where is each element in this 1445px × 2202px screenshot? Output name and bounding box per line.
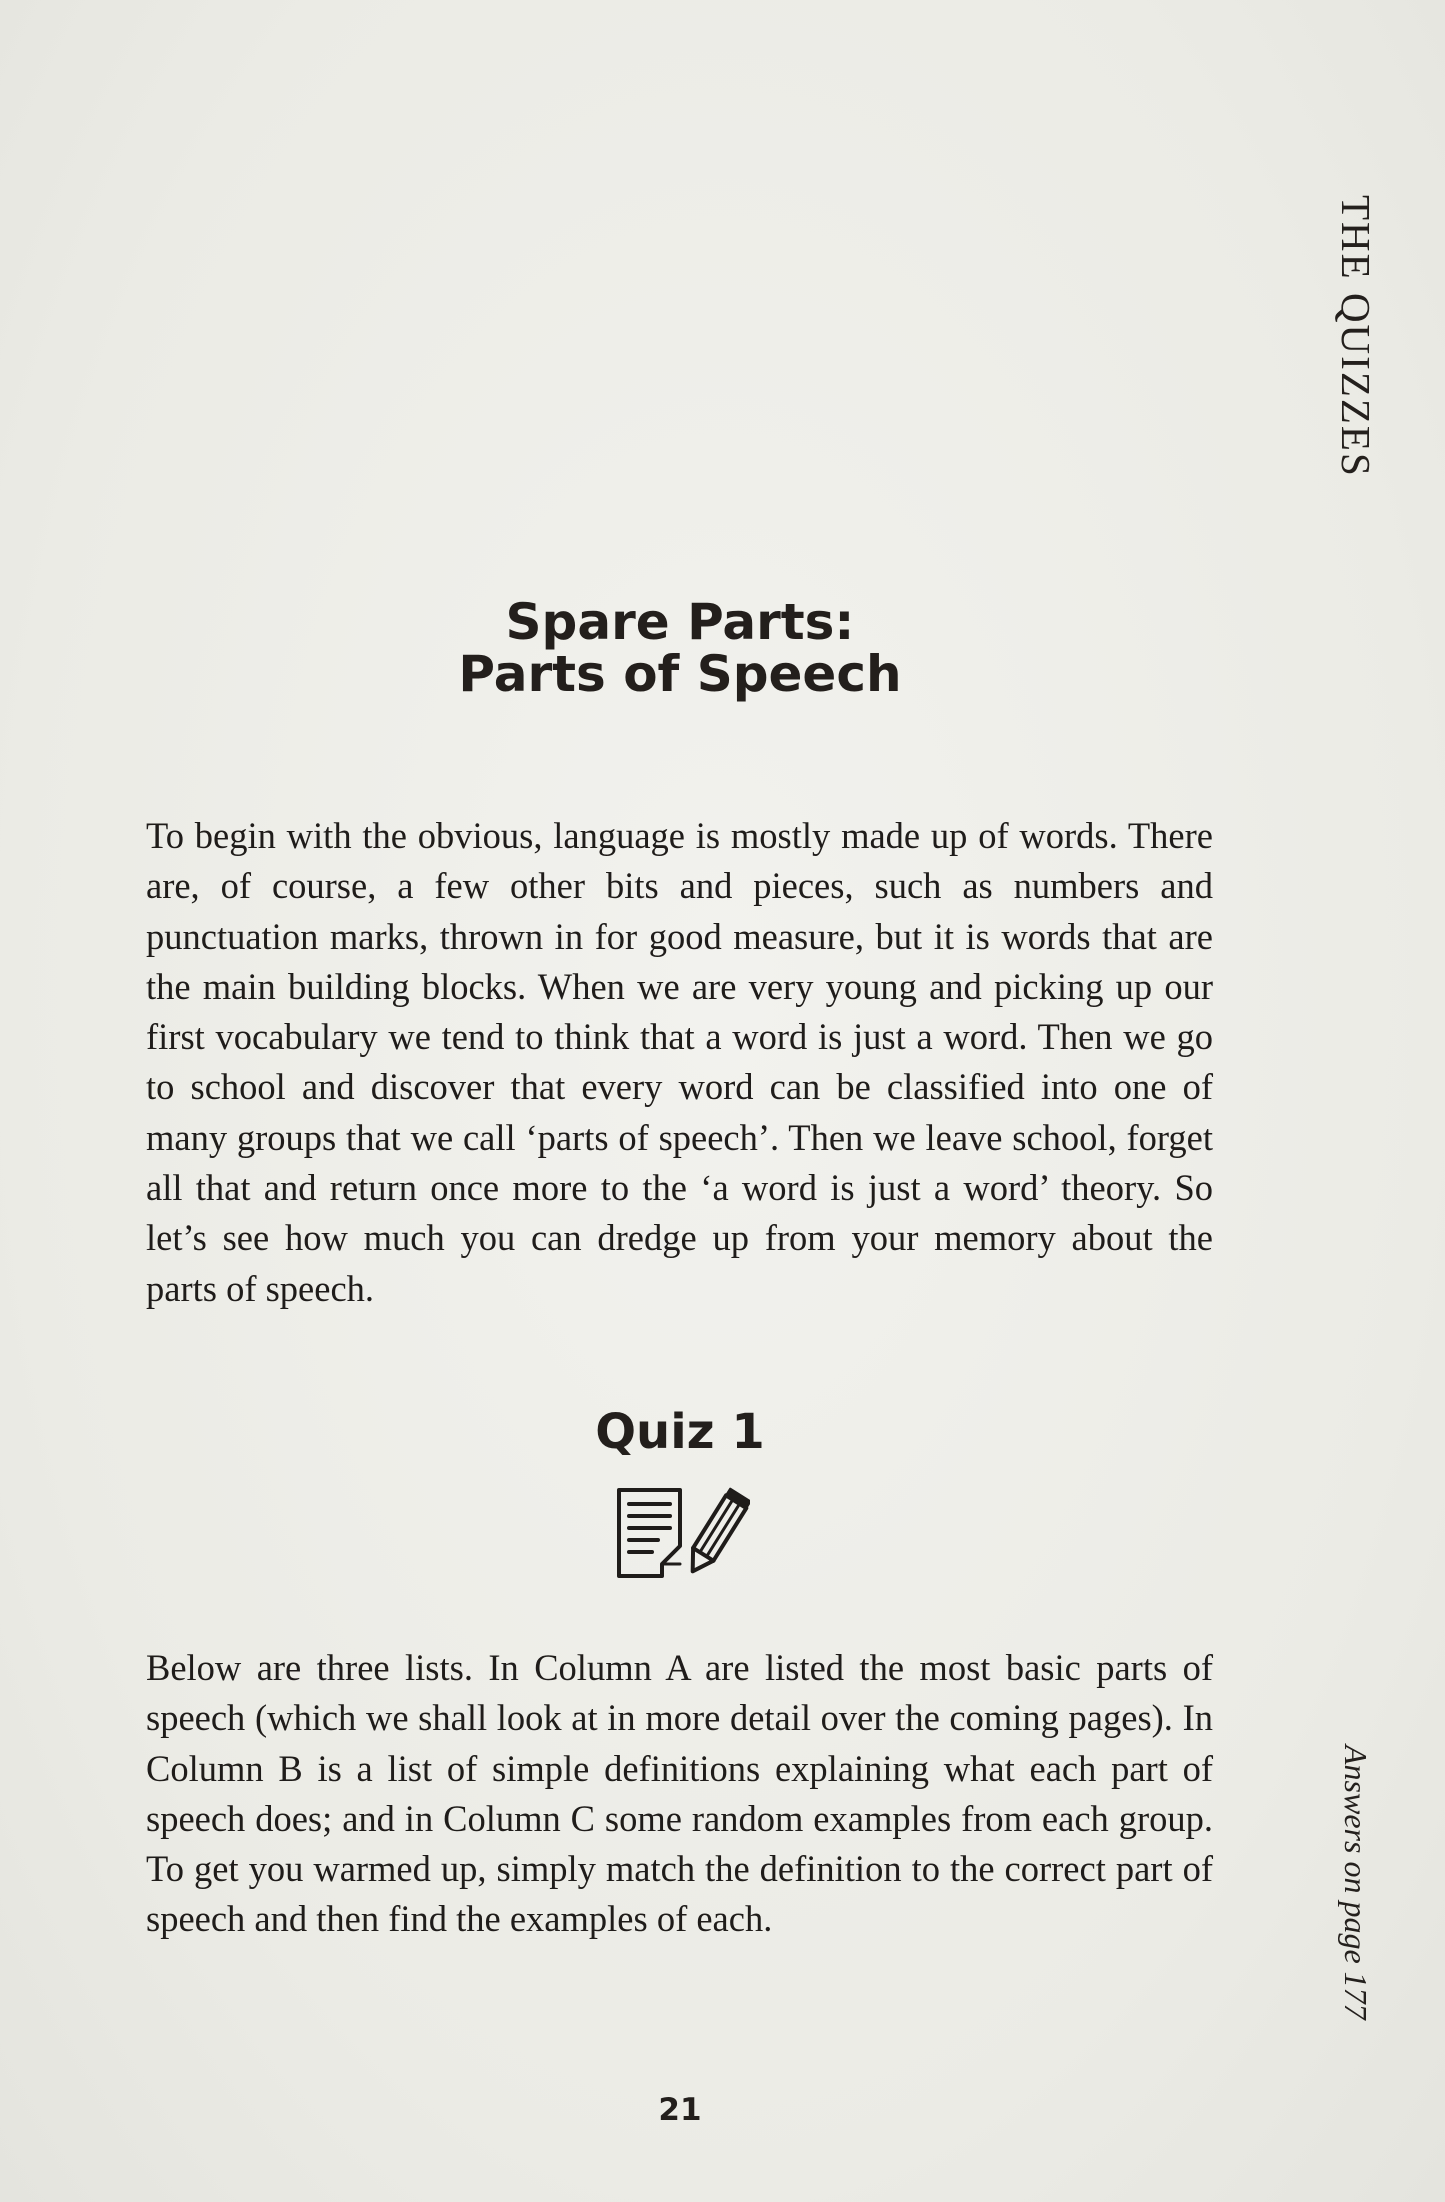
worksheet-pencil-icon	[614, 1486, 750, 1582]
quiz-instructions: Below are three lists. In Column A are listed the most basic parts of speech (which we shall look at in more detail over the coming pages). In Column B is a list of simple definitions explaining what each part of speech does; and in Column C some random examples from each group. To get you warmed up, simply match the definition to the correct part of speech and then find the examples of each.	[146, 1647, 1213, 1940]
intro-paragraph: To begin with the obvious, language is mostly made up of words. There are, of course, a few other bits and pieces, such as numbers and punctuation marks, thrown in for good measure, but it is words that are the main building blocks. When we are very young and picking up our first vocabulary we tend to think that a word is just a word. Then we go to school and discover that every word can be classified into one of many groups that we call ‘parts of speech’. Then we leave school, forget all that and return once more to the ‘a word is just a word’ theory. So let’s see how much you can dredge up from your memory about the parts of speech.	[146, 815, 1213, 1309]
chapter-title	[300, 593, 1060, 703]
chapter-title-line-1: Spare Parts:	[505, 593, 855, 651]
running-head: THE QUIZZES	[1333, 195, 1379, 478]
chapter-title-line-2: Parts of Speech	[458, 645, 902, 703]
answers-page-note: Answers on page 177	[1338, 1745, 1374, 2020]
quiz-heading: Quiz 1	[595, 1404, 765, 1460]
page-number: 21	[658, 2092, 702, 2128]
